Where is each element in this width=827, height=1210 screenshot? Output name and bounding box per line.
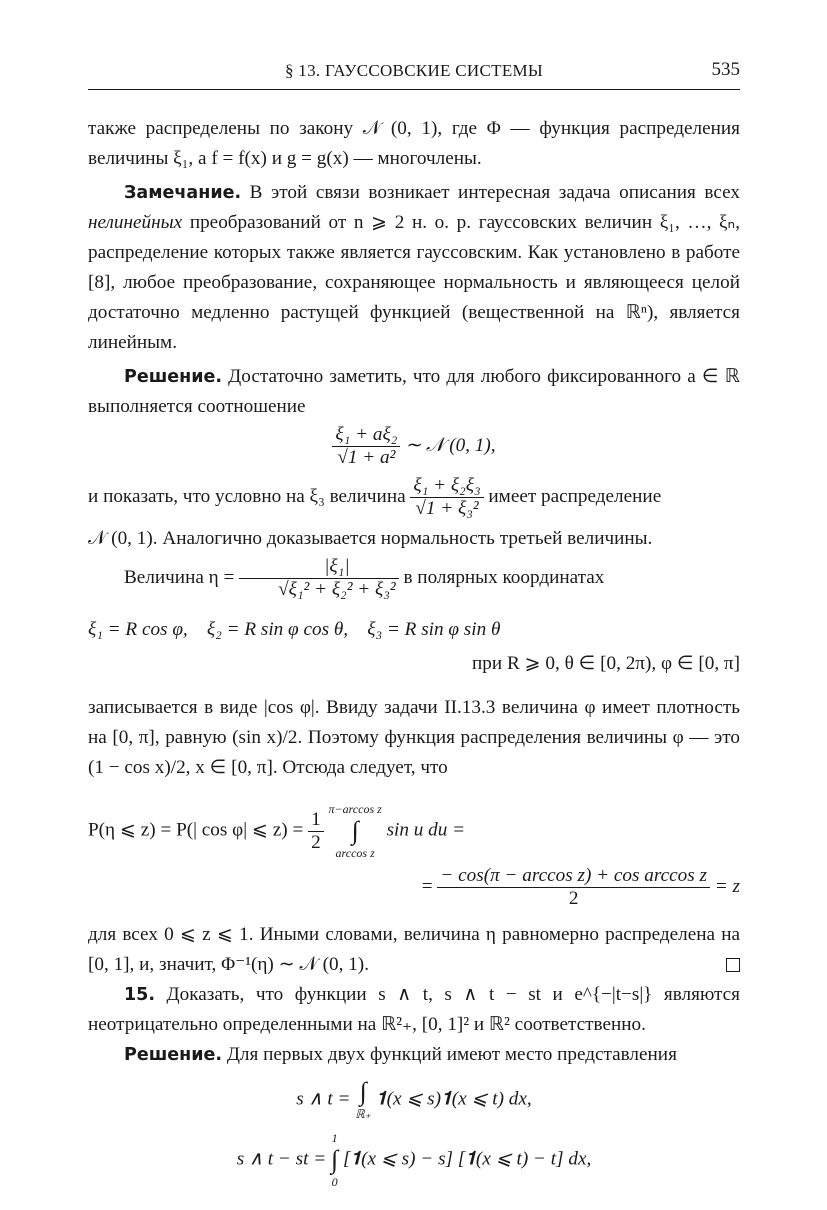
solution-label-2: Решение.	[124, 1045, 223, 1065]
formula-2-fraction	[410, 475, 483, 520]
rep-1-lower-limit: ℝ₊	[355, 1107, 372, 1121]
formula-1-denominator: √1 + a²	[337, 447, 396, 468]
show-text-a: и показать, что условно на ξ₃ величина	[88, 485, 406, 507]
show-text-b: имеет распределение	[488, 485, 662, 507]
prob-line2-rhs: = z	[714, 875, 740, 897]
probability-line-1	[88, 801, 740, 861]
paragraph-conclusion	[88, 920, 740, 980]
paragraph-intro: также распределены по закону 𝒩 (0, 1), где Φ — функция распределения величины ξ₁, а f = f(x) и g = g(x) — многочлены.	[88, 118, 740, 169]
page	[88, 55, 740, 1192]
end-of-proof-square-icon	[726, 958, 740, 972]
rep-1-integral-sign: ∫ ℝ₊	[355, 1077, 372, 1121]
prob-integrand: sin u du =	[386, 819, 466, 841]
rep-2-rhs: [𝟏(x ⩽ s) − s] [𝟏(x ⩽ t) − t] dx,	[342, 1148, 592, 1170]
probability-formula	[88, 801, 740, 910]
polar-formula: ξ₁ = R cos φ, ξ₂ = R sin φ cos θ, ξ₃ = R sin φ sin θ	[88, 619, 501, 640]
polar-condition: при R ⩾ 0, θ ∈ [0, 2π), φ ∈ [0, π]	[472, 653, 740, 674]
integral-sign: π−arccos z ∫ arccos z	[328, 802, 382, 860]
paragraph-solution-1	[88, 362, 740, 422]
running-header	[88, 55, 740, 90]
rep-2-lower-limit: 0	[331, 1175, 338, 1189]
remark-text-a: В этой связи возникает интересная задача описания всех	[241, 182, 740, 203]
formula-3-fraction	[239, 556, 399, 601]
solution-text-1: Достаточно заметить, что для любого фиксированного a ∈ ℝ выполняется соотношение	[88, 366, 740, 417]
running-title: § 13. ГАУССОВСКИЕ СИСТЕМЫ	[284, 61, 544, 80]
remark-italic: нелинейных	[88, 212, 183, 233]
eta-text-a: Величина η =	[124, 566, 235, 588]
paragraph-show	[88, 475, 740, 520]
remark-label: Замечание.	[124, 183, 242, 203]
problem-number: 15.	[124, 985, 156, 1005]
prob-line2-num: − cos(π − arccos z) + cos arccos z	[437, 865, 710, 888]
prob-line2-den: 2	[568, 888, 579, 909]
problem-text: Доказать, что функции s ∧ t, s ∧ t − st и e^{−|t−s|} являются неотрицательно определенными на ℝ²₊, [0, 1]² и ℝ² соответственно.	[88, 984, 740, 1035]
rep-2-upper-limit: 1	[331, 1131, 338, 1145]
eta-text-b: в полярных координатах	[403, 566, 605, 588]
prob-lhs: P(η ⩽ z) = P(| cos φ| ⩽ z) =	[88, 819, 304, 841]
rep-2-lhs: s ∧ t − st =	[236, 1148, 327, 1170]
prob-line2-fraction	[437, 865, 710, 910]
integral-lower-limit: arccos z	[335, 846, 375, 860]
rep-2-integral-sign: 1 ∫ 0	[331, 1131, 339, 1189]
page-body	[88, 114, 740, 1190]
formula-1-rhs: ∼ 𝒩 (0, 1),	[405, 434, 496, 456]
prob-half	[308, 809, 324, 854]
integral-upper-limit: π−arccos z	[328, 802, 382, 816]
page-number: 535	[711, 59, 740, 80]
formula-1-fraction	[332, 424, 400, 469]
solution-label-1: Решение.	[124, 367, 223, 387]
representation-2	[88, 1130, 740, 1190]
formula-2-denominator: √1 + ξ₃²	[415, 498, 479, 519]
rep-1-lhs: s ∧ t =	[296, 1088, 351, 1110]
prob-half-num: 1	[308, 809, 324, 832]
conclusion-text: для всех 0 ⩽ z ⩽ 1. Иными словами, величина η равномерно распределена на [0, 1], и, значит, Φ⁻¹(η) ∼ 𝒩 (0, 1).	[88, 924, 740, 975]
paragraph-analog: 𝒩 (0, 1). Аналогично доказывается нормальность третьей величины.	[88, 528, 653, 549]
paragraph-eta	[88, 556, 740, 601]
paragraph-written: записывается в виде |cos φ|. Ввиду задачи II.13.3 величина φ имеет плотность на [0, π], равную (sin x)/2. Поэтому функция распределения величины φ — это (1 − cos x)/2, x ∈ [0, π]. Отсюда следует, что	[88, 697, 740, 778]
paragraph-solution-2	[88, 1040, 740, 1070]
formula-3-denominator: √ξ₁² + ξ₂² + ξ₃²	[278, 579, 396, 600]
paragraph-problem-15	[88, 980, 740, 1040]
formula-3-numerator: |ξ₁|	[239, 556, 399, 579]
prob-half-den: 2	[311, 831, 321, 853]
probability-line-2	[88, 865, 740, 910]
formula-1	[88, 424, 740, 469]
solution-text-2: Для первых двух функций имеют место представления	[222, 1044, 677, 1065]
prob-line2-eq: =	[421, 875, 433, 897]
paragraph-remark	[88, 178, 740, 358]
formula-2-numerator: ξ₁ + ξ₂ξ₃	[410, 475, 483, 498]
representation-1	[88, 1078, 740, 1122]
remark-text-b: преобразований от n ⩾ 2 н. о. р. гауссовских величин ξ₁, …, ξₙ, распределение которых также является гауссовским. Как установлено в работе [8], любое преобразование, сохраняющее нормальность и являющееся целой достаточно медленно растущей функцией (вещественной на ℝⁿ), является линейным.	[88, 212, 740, 353]
formula-1-numerator: ξ₁ + aξ₂	[332, 424, 400, 447]
rep-1-rhs: 𝟏(x ⩽ s)𝟏(x ⩽ t) dx,	[375, 1088, 532, 1110]
